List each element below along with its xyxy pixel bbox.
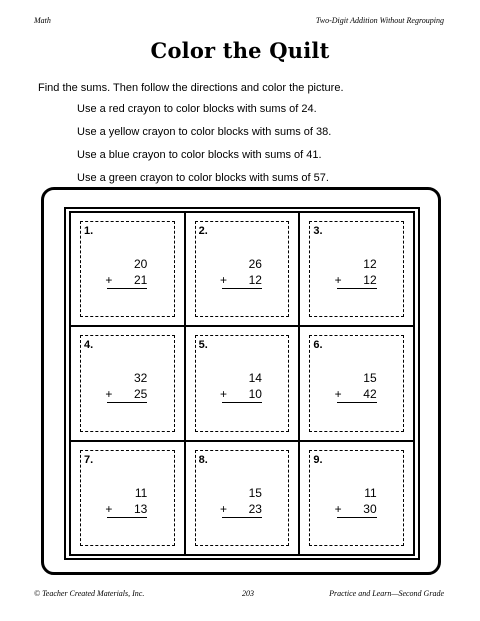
direction-red: Use a red crayon to color blocks with sums of 24. [77, 103, 317, 115]
quilt-block-2[interactable] [185, 212, 300, 326]
direction-blue: Use a blue crayon to color blocks with sums of 41. [77, 149, 322, 161]
addition-problem [71, 371, 184, 403]
plus-sign: + [334, 387, 342, 402]
header-subject: Math [34, 16, 51, 25]
addend-top: 15 [363, 371, 377, 386]
quilt-block-6[interactable] [299, 326, 414, 440]
quilt-block-5[interactable] [185, 326, 300, 440]
problem-number: 1. [84, 225, 94, 237]
addend-bottom-row [334, 501, 377, 518]
problem-number: 2. [198, 225, 208, 237]
quilt-block-1[interactable] [70, 212, 185, 326]
addition-problem [300, 371, 413, 403]
addend-top: 12 [363, 257, 377, 271]
addend-bottom: 30 [363, 501, 377, 516]
quilt-block-3[interactable] [299, 212, 414, 326]
quilt-block-9[interactable] [299, 441, 414, 555]
quilt-block-7[interactable] [70, 441, 185, 555]
addend-bottom-row [334, 387, 377, 403]
addend-bottom: 23 [248, 501, 262, 516]
intro-text: Find the sums. Then follow the directions and color the picture. [38, 82, 344, 94]
problem-number: 6. [313, 339, 323, 352]
addend-bottom: 25 [133, 387, 148, 402]
addend-bottom-row [219, 273, 262, 289]
addend-bottom-row [107, 273, 147, 289]
plus-sign: + [219, 273, 227, 287]
footer-series: Practice and Learn—Second Grade [329, 589, 444, 598]
quilt-block-4[interactable] [70, 326, 185, 440]
addend-top: 20 [133, 257, 148, 271]
footer-copyright: © Teacher Created Materials, Inc. [34, 589, 145, 598]
footer-page-number: 203 [242, 589, 254, 598]
quilt-grid [69, 211, 415, 556]
plus-sign: + [219, 387, 227, 402]
problem-number: 5. [198, 339, 208, 352]
addition-problem [300, 257, 413, 289]
addition-problem [186, 486, 299, 518]
direction-green: Use a green crayon to color blocks with sums of 57. [77, 172, 329, 184]
addition-problem [186, 371, 299, 403]
addend-bottom-row [219, 501, 262, 518]
problem-number: 7. [84, 453, 94, 466]
addition-problem [71, 257, 184, 289]
addend-bottom-row [219, 387, 262, 403]
quilt-block-8[interactable] [185, 441, 300, 555]
problem-number: 8. [198, 453, 208, 466]
page-title: Color the Quilt [150, 38, 330, 63]
plus-sign: + [105, 387, 113, 402]
problem-number: 4. [84, 339, 94, 352]
addend-bottom: 21 [133, 273, 148, 287]
addition-problem [300, 486, 413, 518]
plus-sign: + [334, 273, 342, 287]
addend-bottom: 12 [363, 273, 377, 287]
plus-sign: + [105, 273, 113, 287]
addition-problem [186, 257, 299, 289]
addend-bottom: 13 [133, 501, 148, 516]
addend-bottom: 10 [248, 387, 262, 402]
direction-yellow: Use a yellow crayon to color blocks with sums of 38. [77, 126, 332, 138]
addend-top: 15 [248, 485, 262, 500]
problem-number: 3. [313, 225, 323, 237]
plus-sign: + [105, 501, 113, 516]
addition-problem [71, 486, 184, 518]
addend-bottom-row [334, 273, 377, 289]
addend-top: 11 [364, 485, 377, 500]
addend-top: 11 [134, 485, 148, 500]
addend-bottom: 12 [248, 273, 262, 287]
plus-sign: + [334, 501, 342, 516]
header-topic: Two-Digit Addition Without Regrouping [315, 16, 444, 25]
addend-top: 14 [248, 371, 262, 386]
addend-bottom-row [107, 387, 147, 403]
addend-bottom: 42 [363, 387, 377, 402]
plus-sign: + [219, 501, 227, 516]
problem-number: 9. [313, 453, 323, 466]
addend-top: 32 [133, 371, 148, 386]
addend-top: 26 [248, 257, 262, 271]
addend-bottom-row [107, 502, 147, 518]
